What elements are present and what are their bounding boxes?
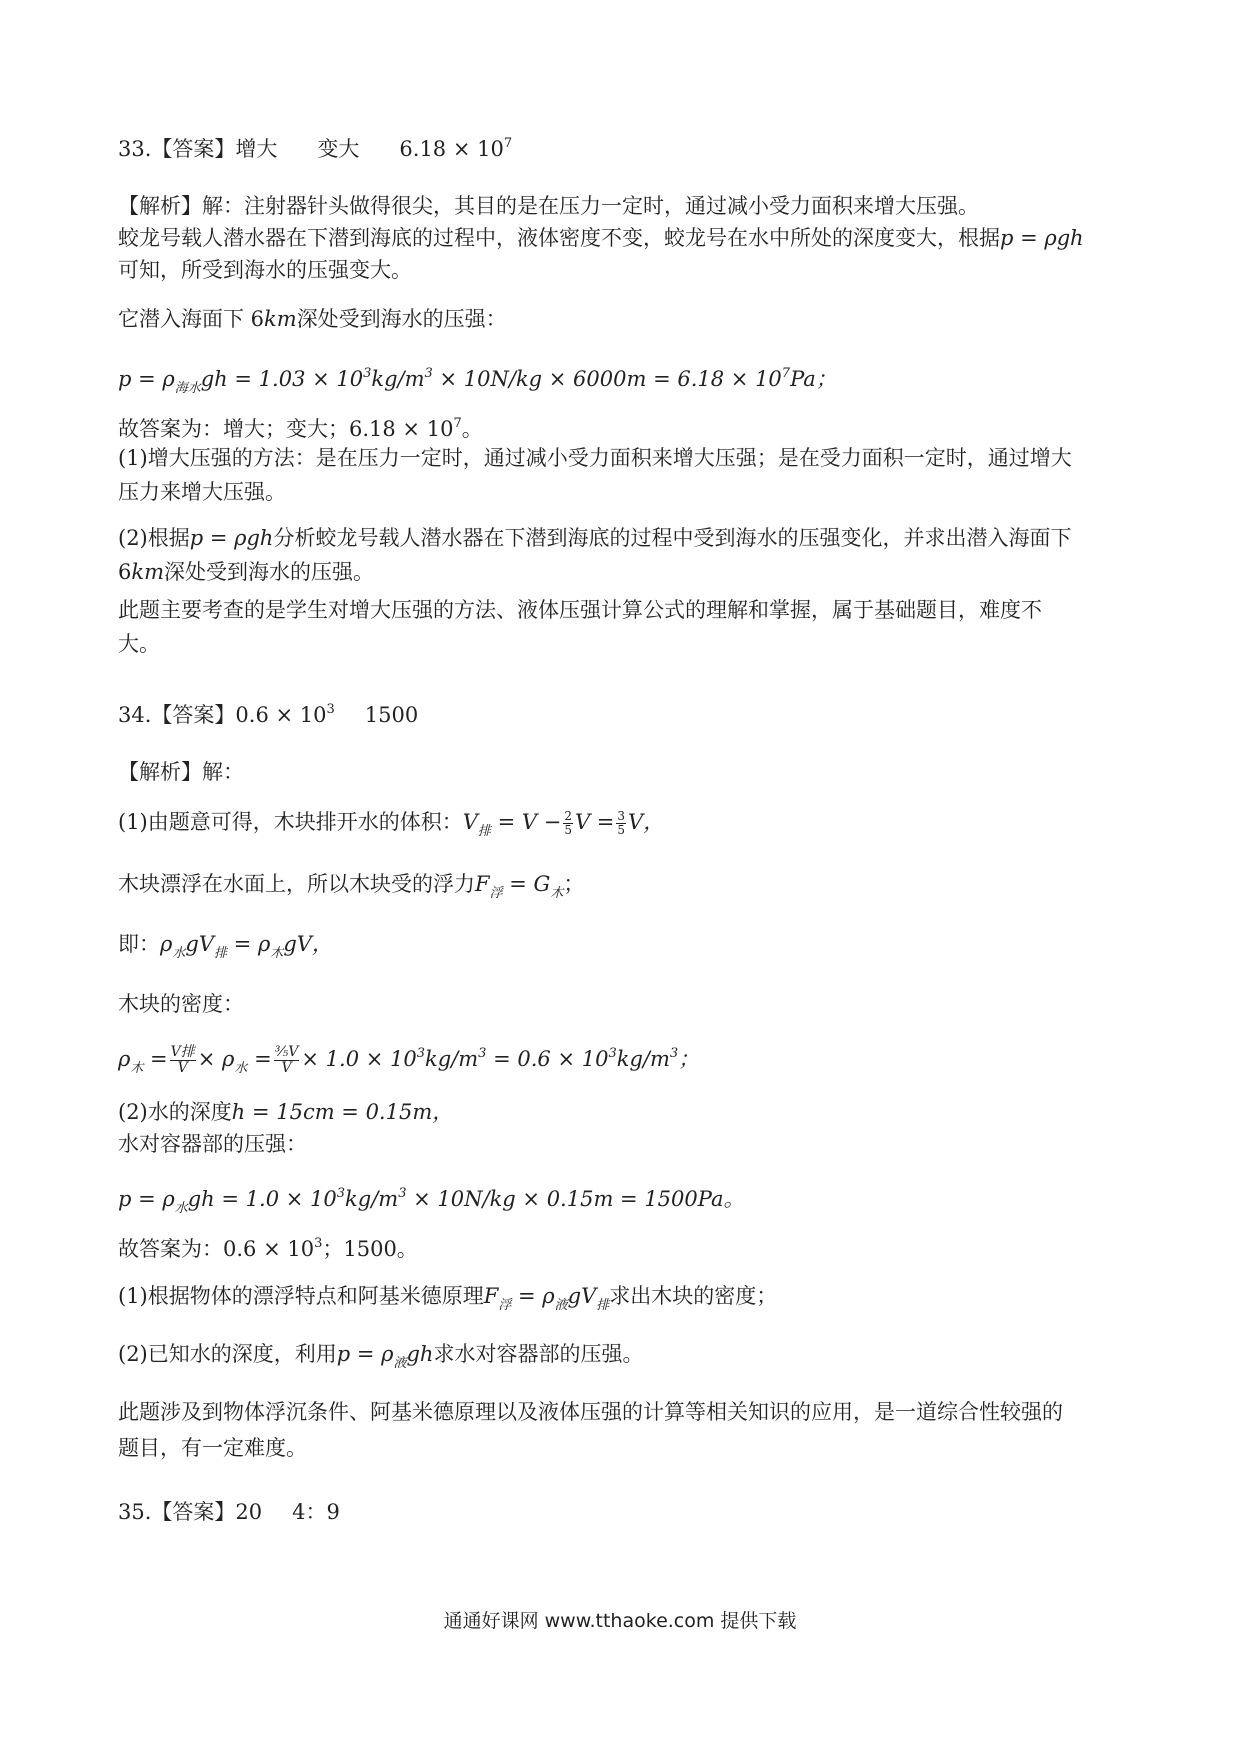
q34-pressure-formula: $p = \rho_水gℎ = 1.0 \times 10^3kg/m^3 \times 10N/kg \times 0.15m = 1500Pa$。 (118, 1186, 745, 1216)
q34-answer-summary: 故答案为：$0.6 \times 10^3$；1500。 (118, 1236, 418, 1261)
page-footer: 通通好课网 www.tthaoke.com 提供下载 (443, 1610, 797, 1632)
q33-analysis-line-1: 【解析】解：注射器针头做得很尖，其目的是在压力一定时，通过减小受力面积来增大压强。 (118, 194, 979, 218)
q33-point-1a: (1)增大压强的方法：是在压力一定时，通过减小受力面积来增大压强；是在受力面积一定时，通过增大 (118, 446, 1072, 470)
q34-equation: 即：$\rho_水gV_排 = \rho_木gV$， (118, 932, 333, 961)
q34-depth: (2)水的深度ℎ = 15cm = 0.15m， (118, 1100, 454, 1124)
fraction-2-5: $\frac{2}{5}$ (564, 809, 572, 837)
q34-number: 34. (118, 703, 152, 727)
q33-answer-3: $6.18 \times 10^7$ (399, 136, 513, 161)
q33-answer-2: 变大 (317, 137, 360, 161)
q34-answer-line (118, 696, 418, 729)
q34-summary-2: 题目，有一定难度。 (118, 1436, 307, 1460)
q33-point-1b: 压力来增大压强。 (118, 480, 286, 504)
q33-answer-1: 增大 (235, 137, 278, 161)
answer-tag: 【答案】 (151, 703, 236, 727)
q33-analysis-line-2: 蛟龙号载人潜水器在下潜到海底的过程中，液体密度不变，蛟龙号在水中所处的深度变大，根据p = ρgℎ (118, 226, 1084, 250)
q34-buoyancy: 木块漂浮在水面上，所以木块受的浮力$F_浮 = G_木$； (118, 872, 585, 901)
q33-answer-line (118, 130, 512, 163)
fraction-3-5: $\frac{3}{5}$ (617, 809, 626, 837)
q34-summary-1: 此题涉及到物体浮沉条件、阿基米德原理以及液体压强的计算等相关知识的应用，是一道综合性较强的 (118, 1400, 1063, 1424)
q35-answer-2: 4：9 (292, 1500, 340, 1524)
answer-tag: 【答案】 (151, 137, 236, 161)
q34-point-2: (2)已知水的深度，利用$p = \rho_液gℎ$求水对容器部的压强。 (118, 1342, 644, 1371)
q33-answer-summary: 故答案为：增大；变大；$6.18 \times 10^7$。 (118, 416, 483, 441)
q34-density-label: 木块的密度： (118, 992, 244, 1016)
q35-answer-1: 20 (235, 1500, 263, 1524)
q33-point-2a: (2)根据p = ρgℎ分析蛟龙号载人潜水器在下潜到海底的过程中受到海水的压强变化，并求出潜入海面下 (118, 526, 1072, 550)
q34-pressure-label: 水对容器部的压强： (118, 1132, 307, 1156)
q34-answer-1: $0.6 \times 10^3$ (235, 702, 335, 727)
q33-summary-2: 大。 (118, 632, 160, 656)
q35-number: 35. (118, 1500, 152, 1524)
q33-point-2b: 6km深处受到海水的压强。 (118, 560, 375, 584)
q34-analysis-line-1: 【解析】解： (118, 760, 244, 784)
q34-answer-2: 1500 (364, 703, 419, 727)
q33-analysis-line-3: 可知，所受到海水的压强变大。 (118, 258, 412, 282)
q33-formula-pressure: $p = \rho_{海水}gℎ = 1.03 \times 10^3kg/m^3 \times 10N/kg \times 6000m = 6.18 \times 10^7Pa$； (118, 366, 837, 396)
answer-tag: 【答案】 (151, 1500, 236, 1524)
q35-answer-line (118, 1498, 340, 1526)
q34-displaced-volume: (1)由题意可得，木块排开水的体积：$V_排 = V$ − $\frac{2}{5}$ V = $\frac{3}{5}$ V， (118, 809, 665, 839)
q34-density-formula: $\rho_木$ = $\frac{\text{V排}}{V}$ × $\rho_水$ = $\frac{\text{³⁄₅V}}{V}$ × $1.0 \times 10^3kg/m^3 = 0.6 \times 10^3kg/m^3$； (118, 1044, 700, 1076)
q33-number: 33. (118, 137, 152, 161)
q33-analysis-line-4: 它潜入海面下 6km深处受到海水的压强： (118, 307, 507, 331)
q34-point-1: (1)根据物体的漂浮特点和阿基米德原理$F_浮 = \rho_液gV_排$求出木块的密度； (118, 1284, 778, 1313)
q33-summary-1: 此题主要考查的是学生对增大压强的方法、液体压强计算公式的理解和掌握，属于基础题目，难度不 (118, 598, 1042, 622)
